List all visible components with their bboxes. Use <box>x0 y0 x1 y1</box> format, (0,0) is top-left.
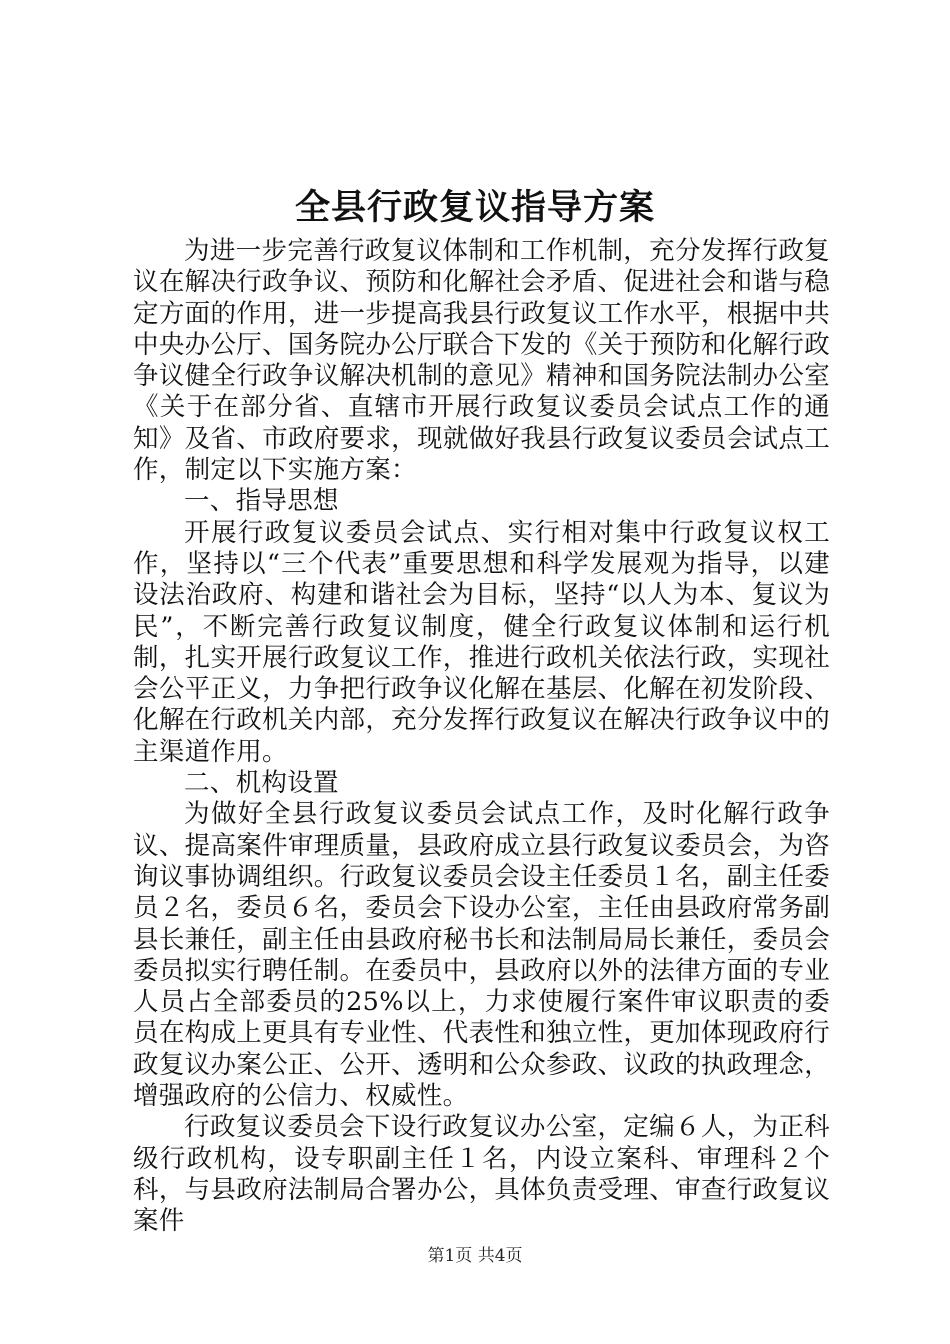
organization-paragraph: 为做好全县行政复议委员会试点工作，及时化解行政争议、提高案件审理质量，县政府成立县行政复议委员会，为咨询议事协调组织。行政复议委员会设主任委员１名，副主任委员２名，委员６名，委员会下设办公室，主任由县政府常务副县长兼任，副主任由县政府秘书长和法制局局长兼任，委员会委员拟实行聘任制。在委员中，县政府以外的法律方面的专业人员占全部委员的25%以上，力求使履行案件审议职责的委员在构成上更具有专业性、代表性和独立性，更加体现政府行政复议办案公正、公开、透明和公众参政、议政的执政理念，增强政府的公信力、权威性。 <box>133 799 830 1112</box>
intro-paragraph: 为进一步完善行政复议体制和工作机制，充分发挥行政复议在解决行政争议、预防和化解社会矛盾、促进社会和谐与稳定方面的作用，进一步提高我县行政复议工作水平，根据中共中央办公厅、国务院办公厅联合下发的《关于预防和化解行政争议健全行政争议解决机制的意见》精神和国务院法制办公室《关于在部分省、直辖市开展行政复议委员会试点工作的通知》及省、市政府要求，现就做好我县行政复议委员会试点工作，制定以下实施方案： <box>133 236 830 486</box>
section-heading-organization: 二、机构设置 <box>184 768 339 799</box>
document-title: 全县行政复议指导方案 <box>294 188 655 228</box>
page-footer: 第1页 共4页 <box>427 1246 523 1266</box>
document-body <box>133 236 830 1238</box>
office-paragraph: 行政复议委员会下设行政复议办公室，定编６人，为正科级行政机构，设专职副主任１名，内设立案科、审理科２个科，与县政府法制局合署办公，具体负责受理、审查行政复议案件 <box>133 1112 830 1237</box>
guiding-ideology-paragraph: 开展行政复议委员会试点、实行相对集中行政复议权工作，坚持以“三个代表”重要思想和科学发展观为指导，以建设法治政府、构建和谐社会为目标，坚持“以人为本、复议为民”，不断完善行政复议制度，健全行政复议体制和运行机制，扎实开展行政复议工作，推进行政机关依法行政，实现社会公平正义，力争把行政争议化解在基层、化解在初发阶段、化解在行政机关内部，充分发挥行政复议在解决行政争议中的主渠道作用。 <box>133 517 830 767</box>
section-heading-guiding-ideology: 一、指导思想 <box>184 486 339 517</box>
